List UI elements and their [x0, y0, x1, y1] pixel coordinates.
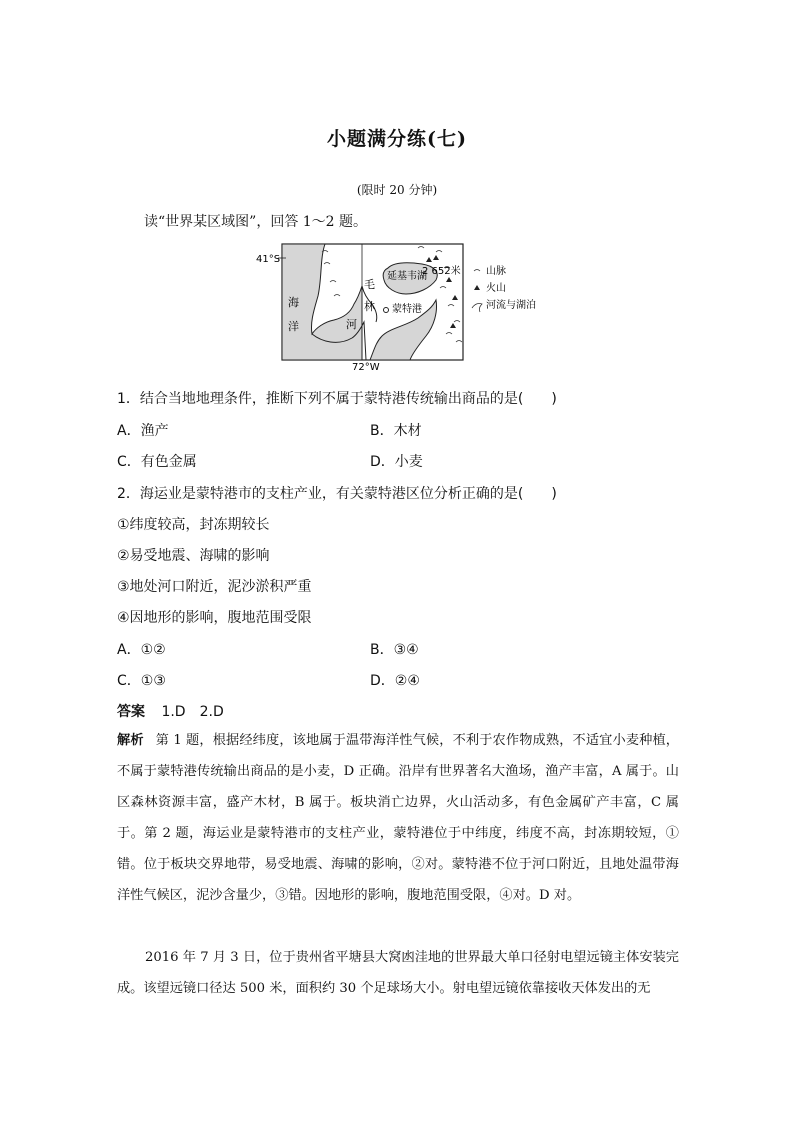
river-label-1: 毛: [364, 278, 375, 291]
legend-river-icon: [472, 304, 482, 313]
q1-option-d: D．小麦: [370, 454, 423, 470]
answer-label: 答案: [117, 704, 145, 720]
lake-label: 延基韦湖: [387, 271, 427, 282]
q2-statement-4: ④因地形的影响，腹地范围受限: [117, 610, 312, 626]
answer-text: 1.D 2.D: [161, 704, 224, 720]
port-marker: [384, 308, 389, 313]
q2-statement-3: ③地处河口附近，泥沙淤积严重: [117, 579, 312, 595]
q2-option-d: D．②④: [370, 673, 420, 689]
elevation-label: 2 652米: [422, 266, 461, 277]
river-label-2: 林: [364, 300, 375, 313]
q2-statement-1: ①纬度较高，封冻期较长: [117, 517, 270, 533]
q2-stem: 2．海运业是蒙特港市的支柱产业，有关蒙特港区位分析正确的是( ): [117, 486, 557, 502]
analysis-label: 解析: [117, 733, 144, 748]
q2-statement-2: ②易受地震、海啸的影响: [117, 548, 270, 564]
legend-river-lake: 河流与湖泊: [486, 300, 536, 311]
intro-text: 读“世界某区域图”，回答 1～2 题。: [144, 214, 368, 230]
port-label: 蒙特港: [392, 304, 422, 315]
legend-mountain-icon: [474, 270, 480, 272]
next-paragraph: 2016 年 7 月 3 日，位于贵州省平塘县大窝凼洼地的世界最大单口径射电望远镜主体安装完成。该望远镜口径达 500 米，面积约 30 个足球场大小。射电望远镜依靠接收天体发出的无: [117, 950, 679, 996]
ocean-label-1: 海: [288, 296, 299, 309]
legend-mountain: 山脉: [486, 266, 506, 277]
analysis-block: [117, 725, 679, 911]
page-title: 小题满分练(七): [327, 128, 467, 150]
q1-option-a: A．渔产: [117, 423, 169, 439]
q1-stem: 1．结合当地地理条件，推断下列不属于蒙特港传统输出商品的是( ): [117, 391, 557, 407]
analysis-text: 第 1 题，根据经纬度，该地属于温带海洋性气候，不利于农作物成熟，不适宜小麦种植，不属于蒙特港传统输出商品的是小麦，D 正确。沿岸有世界著名大渔场，渔产丰富，A 属于。山区森林资源丰富，盛产木材，B 属于。板块消亡边界，火山活动多，有色金属矿产丰富，C 属于。第 2 题，海运业是蒙特港市的支柱产业，蒙特港位于中纬度，纬度不高，封冻期较短，①错。位于板块交界地带，易受地震、海啸的影响，②对。蒙特港不位于河口附近，且地处温带海洋性气候区，泥沙含量少，③错。因地形的影响，腹地范围受限，④对。D 对。: [117, 733, 679, 903]
time-limit: (限时 20 分钟): [356, 183, 438, 197]
lat-label: 41°S: [256, 254, 281, 265]
answer-line: [117, 701, 224, 721]
region-map: [250, 238, 550, 373]
q2-option-a: A．①②: [117, 642, 166, 658]
q2-option-b: B．③④: [370, 642, 419, 658]
q1-option-b: B．木材: [370, 423, 422, 439]
ocean-label-2: 洋: [288, 320, 299, 333]
q2-option-c: C．①③: [117, 673, 166, 689]
river-label-3: 河: [346, 318, 357, 331]
legend-volcano-icon: [474, 285, 480, 290]
legend-volcano: 火山: [486, 283, 506, 294]
lon-label: 72°W: [352, 362, 380, 373]
q1-option-c: C．有色金属: [117, 454, 197, 470]
